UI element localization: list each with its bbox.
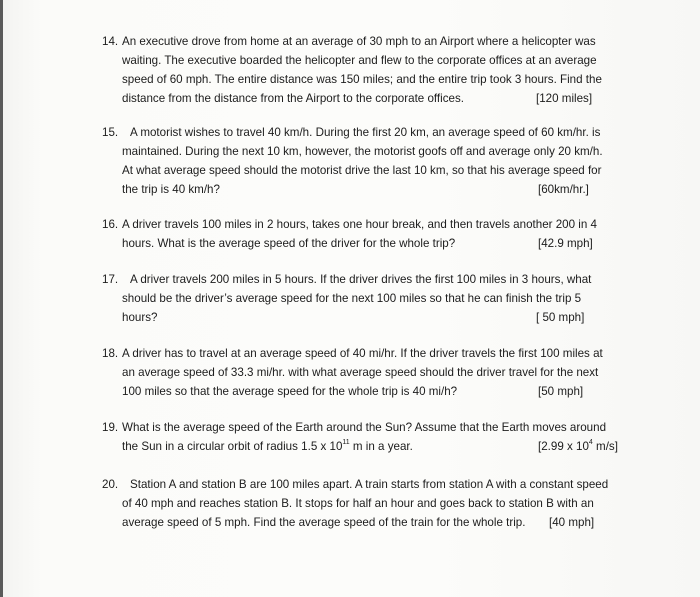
problem-number: 20.	[102, 478, 119, 491]
text-segment: m/s]	[592, 440, 618, 453]
problem-answer	[538, 437, 618, 456]
problem-text-line: A driver has to travel at an average speed of 40 mi/hr. If the driver travels the first 100 miles at	[122, 347, 603, 360]
problem-number: 19.	[102, 421, 119, 434]
exponent: 11	[342, 439, 350, 447]
problem-answer: [60km/hr.]	[538, 183, 589, 196]
problem-text-line: An executive drove from home at an average of 30 mph to an Airport where a helicopter was	[122, 35, 596, 48]
text-segment: m in a year.	[349, 440, 413, 453]
problem-number: 15.	[102, 126, 119, 139]
problem-number: 17.	[102, 273, 119, 286]
exponent: 4	[588, 439, 593, 447]
problem-text-line: an average speed of 33.3 mi/hr. with what average speed should the driver travel for the next	[122, 366, 599, 379]
problem-text-line: What is the average speed of the Earth around the Sun? Assume that the Earth moves around	[122, 421, 607, 434]
problem-answer: [50 mph]	[538, 385, 584, 398]
problem-19	[102, 418, 632, 456]
problem-number: 18.	[102, 347, 119, 360]
problem-text-line: maintained. During the next 10 km, however, the motorist goofs off and average only 20 km/h.	[122, 145, 603, 158]
problem-text-line: Station A and station B are 100 miles apart. A train starts from station A with a constant speed	[130, 478, 609, 491]
problem-text-line: A driver travels 100 miles in 2 hours, takes one hour break, and then travels another 200 in 4	[122, 218, 597, 231]
problem-answer: [ 50 mph]	[536, 311, 585, 324]
problem-15	[102, 123, 632, 199]
problem-14	[102, 32, 632, 108]
problem-20	[102, 475, 632, 532]
problem-text-line: hours?	[122, 311, 158, 324]
problem-number: 14.	[102, 35, 119, 48]
problem-text-line: A driver travels 200 miles in 5 hours. If the driver drives the first 100 miles in 3 hours, what	[130, 273, 592, 286]
page-edge-divider	[0, 0, 3, 597]
problem-number: 16.	[102, 218, 119, 231]
text-segment: [2.99 x 10	[538, 440, 589, 453]
problem-text-line: hours. What is the average speed of the driver for the whole trip?	[122, 237, 456, 250]
problem-16	[102, 215, 632, 253]
problem-text-line: At what average speed should the motorist drive the last 10 km, so that his average speed for	[122, 164, 602, 177]
problem-text-line: A motorist wishes to travel 40 km/h. During the first 20 km, an average speed of 60 km/hr. is	[130, 126, 601, 139]
problem-answer: [42.9 mph]	[538, 237, 593, 250]
problem-answer: [120 miles]	[536, 92, 593, 105]
text-segment: the Sun in a circular orbit of radius 1.5 x 10	[122, 440, 343, 453]
problem-text-line: waiting. The executive boarded the helicopter and flew to the corporate offices at an average	[122, 54, 597, 67]
problem-answer: [40 mph]	[549, 516, 595, 529]
problem-text-line: the trip is 40 km/h?	[122, 183, 220, 196]
problem-18	[102, 344, 632, 401]
problem-text-line: speed of 60 mph. The entire distance was 150 miles; and the entire trip took 3 hours. Find the	[122, 73, 602, 86]
problem-text-line: 100 miles so that the average speed for the whole trip is 40 mi/h?	[122, 385, 458, 398]
problem-text-line: distance from the distance from the Airport to the corporate offices.	[122, 92, 464, 105]
problem-text-line: of 40 mph and reaches station B. It stops for half an hour and goes back to station B with an	[122, 497, 594, 510]
problem-text-line: average speed of 5 mph. Find the average speed of the train for the whole trip.	[122, 516, 526, 529]
problem-17	[102, 270, 632, 327]
problem-text-line: should be the driver’s average speed for the next 100 miles so that he can finish the trip 5	[122, 292, 582, 305]
